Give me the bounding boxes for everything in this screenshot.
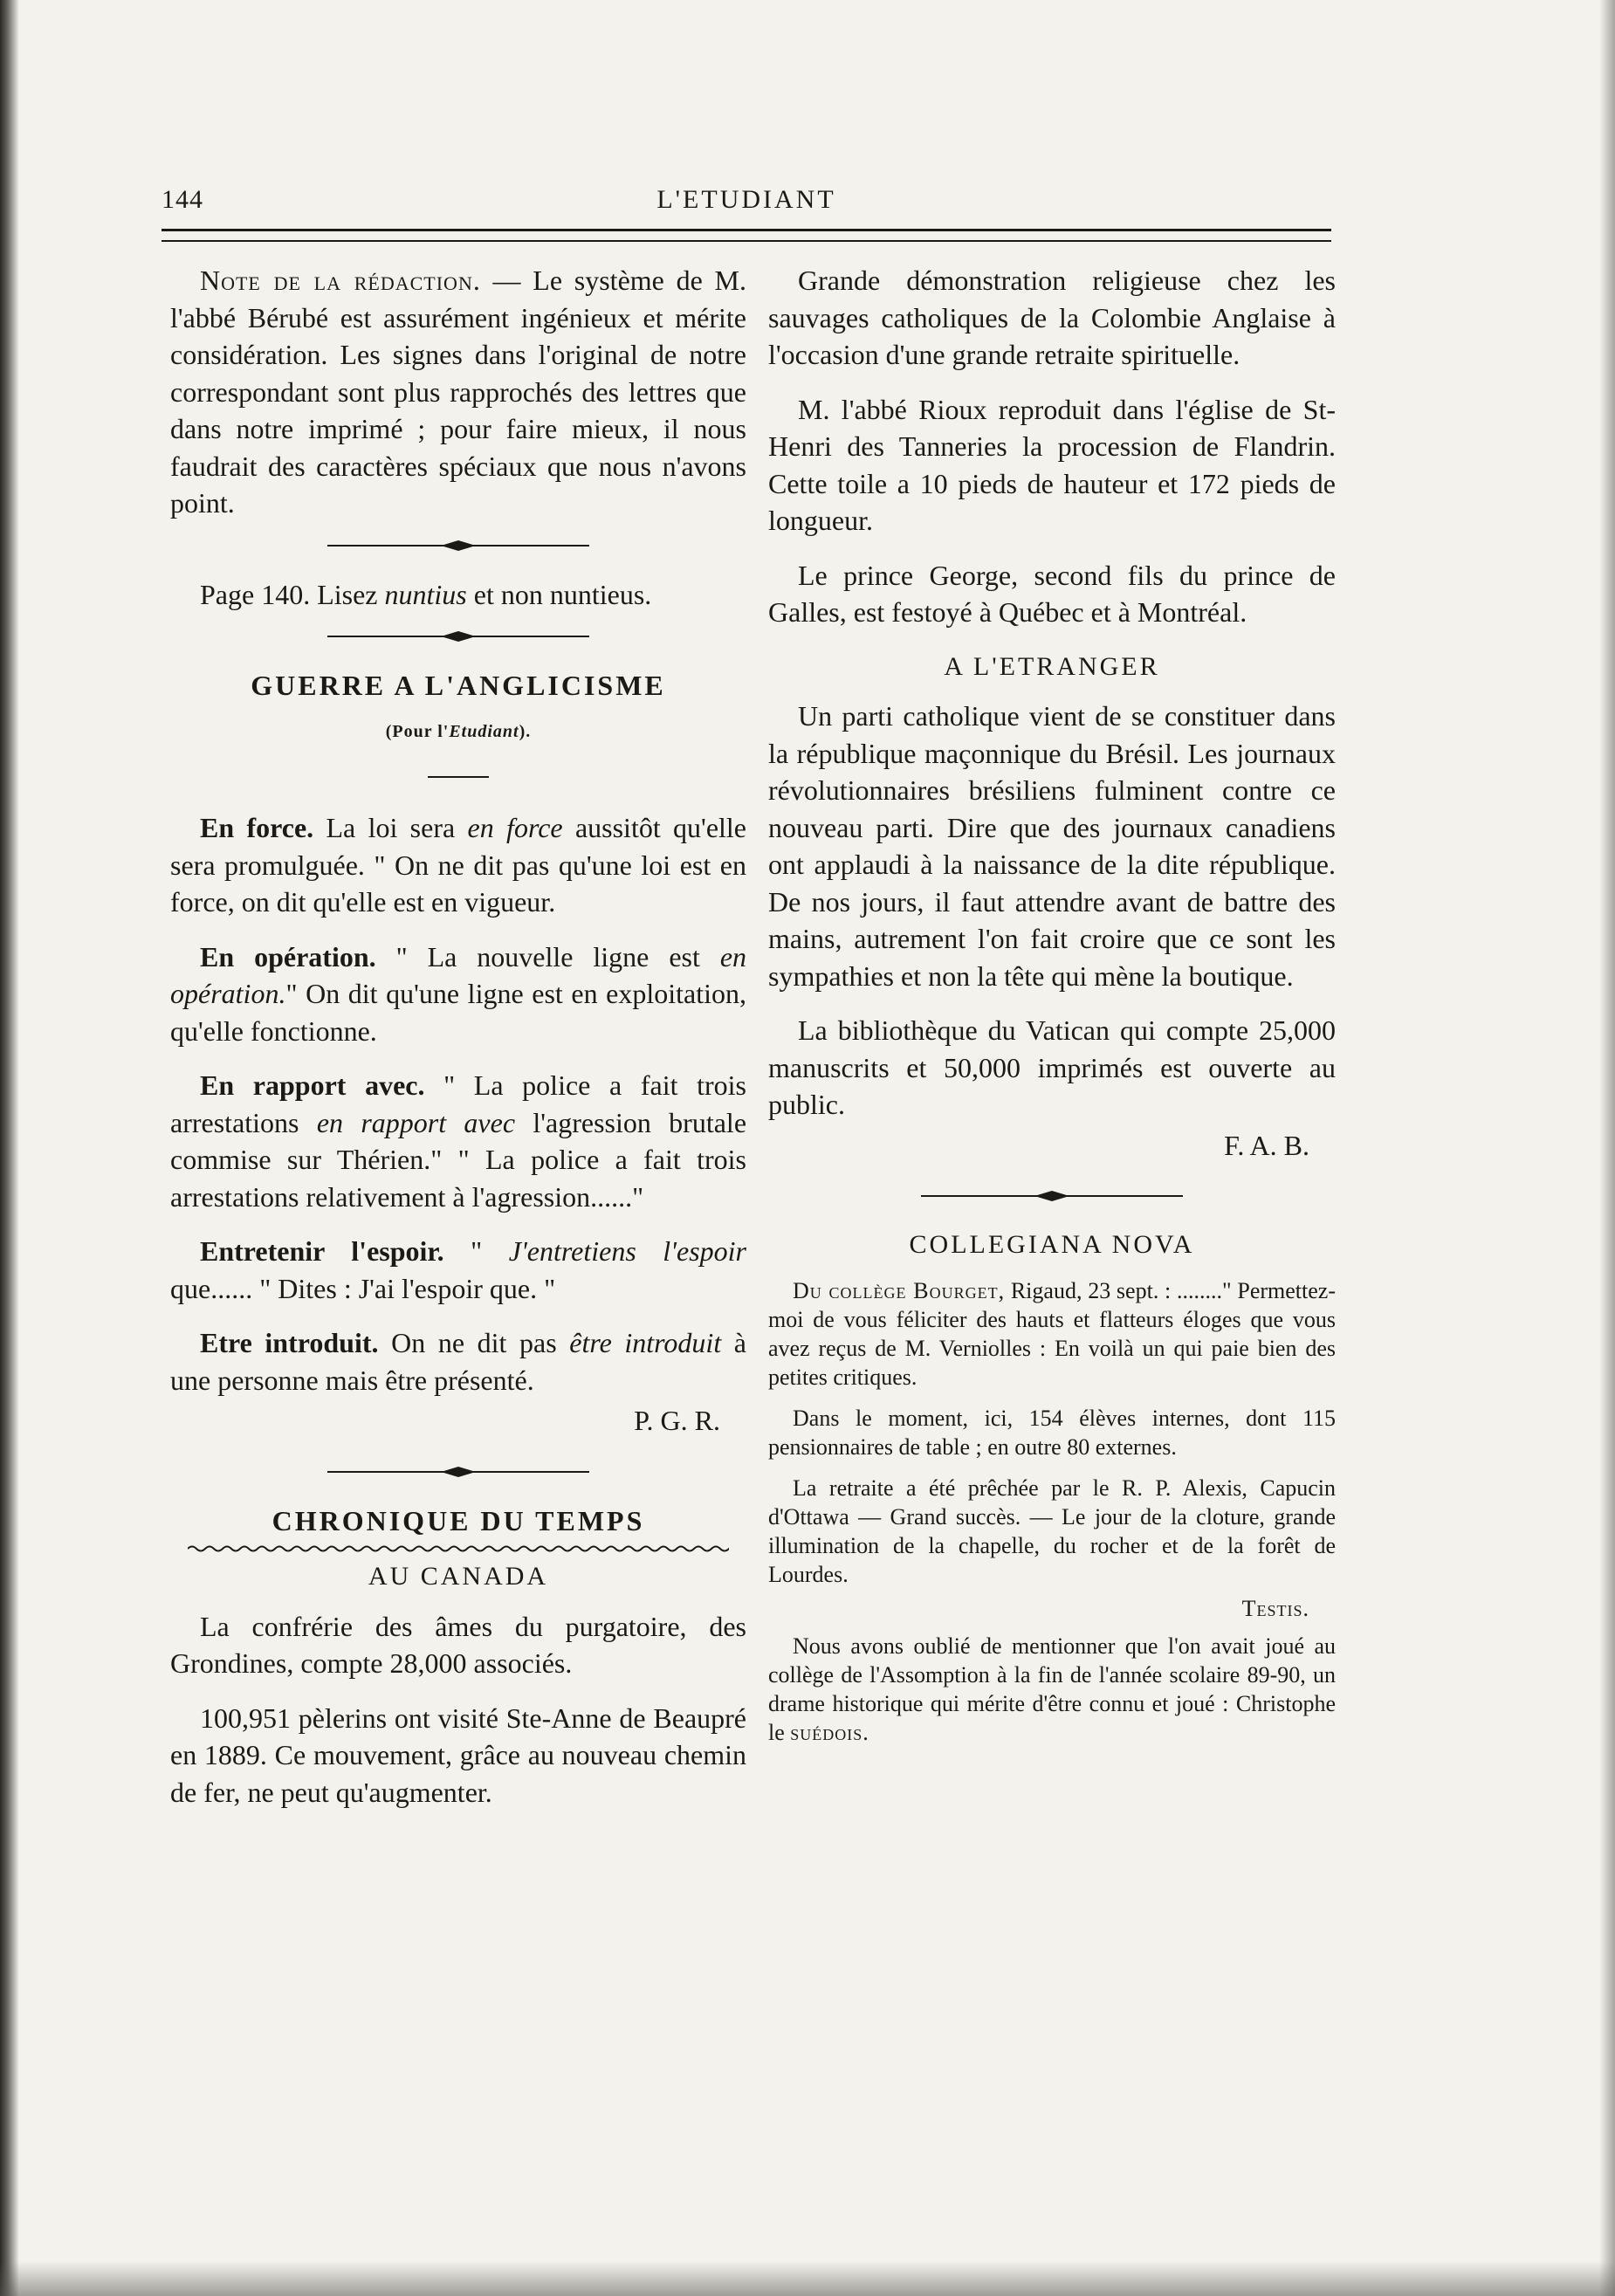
page-number: 144 bbox=[162, 185, 203, 214]
editor-note bbox=[170, 262, 746, 522]
foreign-item: Un parti catholique vient de se constituer dans la république maçonnique du Brésil. Les journaux révolutionnaires brésiliens fulminent contre ce nouveau parti. Dire que des journaux canadiens ont applaudi à la naissance de la dite république. De nos jours, il faut attendre avant de battre des mains, autrement l'on fait croire que ce sont les sympathies et non la tête qui mène la boutique. bbox=[768, 700, 1336, 992]
running-title: L'ETUDIANT bbox=[656, 185, 836, 214]
collegiana-item bbox=[768, 1632, 1336, 1747]
canada-item: Le prince George, second fils du prince de Galles, est festoyé à Québec et à Montréal. bbox=[768, 559, 1336, 628]
entry-text: " La nouvelle ligne est bbox=[375, 940, 720, 973]
entry-italic: en rapport avec bbox=[316, 1106, 516, 1138]
anglicism-entry bbox=[170, 1233, 746, 1307]
short-rule bbox=[428, 776, 489, 778]
signature-testis: Testis. bbox=[1241, 1595, 1309, 1621]
erratum-word: nuntius bbox=[384, 578, 467, 610]
canada-item: Grande démonstration religieuse chez les sauvages catholiques de la Colombie Anglaise à l'occasion d'une grande retraite spirituelle. bbox=[768, 265, 1336, 370]
canada-item: La confrérie des âmes du purgatoire, des Grondines, compte 28,000 associés. bbox=[170, 1610, 746, 1679]
anglicism-entry bbox=[170, 1067, 746, 1215]
canada-item: M. l'abbé Rioux reproduit dans l'église de St-Henri des Tanneries la procession de Flandrin. Cette toile a 10 pieds de hauteur et 172 pieds de longueur. bbox=[768, 393, 1336, 536]
section-title-anglicisme: GUERRE A L'ANGLICISME bbox=[251, 670, 666, 701]
page-edge-shadow-left bbox=[0, 0, 19, 2296]
erratum-text-b: et non nuntieus. bbox=[466, 578, 652, 610]
page-edge-shadow-right bbox=[1599, 0, 1615, 2296]
header-double-rule bbox=[162, 229, 1331, 242]
entry-term: En opération. bbox=[200, 940, 376, 973]
entry-text: l'agression brutale commise sur Thérien." " La police a fait trois arrestations relativement à l'agression......" bbox=[170, 1106, 747, 1213]
ornament-divider bbox=[327, 540, 589, 552]
collegiana-item bbox=[768, 1276, 1336, 1392]
entry-term: Entretenir l'espoir. bbox=[200, 1235, 444, 1267]
collegiana-text: Rigaud, 23 sept. : ........" Permettez-moi de vous féliciter des hauts et flatteurs éloges que vous avez reçus de M. Verniolles : En voilà un qui paie bien des petites critiques. bbox=[768, 1277, 1336, 1390]
right-column bbox=[768, 262, 1336, 1759]
entry-text: que...... " Dites : J'ai l'espoir que. " bbox=[170, 1272, 556, 1304]
entry-italic: en force bbox=[467, 812, 563, 843]
byline-ital: Etudiant bbox=[449, 721, 519, 741]
entry-text: " bbox=[443, 1235, 509, 1267]
anglicism-entry bbox=[170, 1324, 746, 1399]
entry-text: " La police a fait trois arrestations bbox=[170, 1069, 746, 1138]
editor-note-text: — Le système de M. l'abbé Bérubé est assurément ingénieux et mérite considération. Les signes dans l'original de notre correspondant sont plus rapprochés des lettres que dans notre imprimé ; pour faire mieux, il nous faudrait des caractères spéciaux que nous n'avons point. bbox=[170, 265, 746, 519]
anglicism-entry bbox=[170, 809, 746, 921]
page-header bbox=[162, 185, 1331, 229]
entry-term: En force. bbox=[200, 812, 314, 843]
byline-pre: (Pour l' bbox=[385, 721, 450, 741]
collegiana-body bbox=[768, 1276, 1336, 1747]
entry-italic: en opération. bbox=[170, 940, 747, 1009]
collegiana-item: La retraite a été prêchée par le R. P. Alexis, Capucin d'Ottawa — Grand succès. — Le jour de la cloture, grande illumination de la chapelle, du rocher et de la forêt de Lourdes. bbox=[768, 1475, 1336, 1587]
section-byline bbox=[170, 713, 746, 751]
ornament-divider bbox=[327, 1466, 589, 1478]
signature-pgr: P. G. R. bbox=[634, 1405, 720, 1436]
entry-text: à une personne mais être présenté. bbox=[170, 1327, 747, 1396]
section-a-letranger: A L'ETRANGER bbox=[944, 651, 1160, 681]
collegiana-text: Nous avons oublié de mentionner que l'on avait joué au collège de l'Assomption à la fin de l'année scolaire 89-90, un drame historique qui mérite d'être connu et joué : Christophe le bbox=[768, 1633, 1336, 1745]
entry-italic: être introduit bbox=[569, 1327, 722, 1358]
anglicism-entry bbox=[170, 938, 746, 1050]
editor-note-lead: Note de la rédaction. bbox=[200, 265, 481, 296]
ornament-divider bbox=[327, 630, 589, 643]
left-column bbox=[170, 262, 746, 1828]
ornament-divider bbox=[921, 1190, 1183, 1202]
entry-text: La loi sera bbox=[313, 812, 468, 843]
collegiana-item: Dans le moment, ici, 154 élèves internes, dont 115 pensionnaires de table ; en outre 80 externes. bbox=[768, 1405, 1336, 1460]
entry-term: En rapport avec. bbox=[200, 1069, 425, 1101]
section-collegiana-nova: COLLEGIANA NOVA bbox=[909, 1230, 1195, 1259]
foreign-item: La bibliothèque du Vatican qui compte 25,000 manuscrits et 50,000 imprimés est ouverte au public. bbox=[768, 1014, 1336, 1120]
wavy-rule bbox=[188, 1544, 729, 1553]
erratum bbox=[170, 576, 746, 614]
erratum-text-a: Page 140. Lisez bbox=[200, 578, 385, 610]
entry-text: On ne dit pas bbox=[378, 1327, 570, 1358]
collegiana-text-end: suédois. bbox=[790, 1719, 869, 1745]
signature-fab: F. A. B. bbox=[1224, 1129, 1309, 1161]
entry-italic: J'entretiens l'espoir bbox=[508, 1235, 747, 1267]
entry-text: " On dit qu'une ligne est en exploitation, qu'elle fonctionne. bbox=[170, 978, 746, 1047]
chronicle-title: CHRONIQUE DU TEMPS bbox=[271, 1504, 645, 1536]
byline-post: ). bbox=[519, 721, 532, 741]
page-edge-shadow-bottom bbox=[0, 2261, 1615, 2296]
entry-text: aussitôt qu'elle sera promulguée. " On ne dit pas qu'une loi est en force, on dit qu'elle est en vigueur. bbox=[170, 812, 746, 918]
entry-term: Etre introduit. bbox=[200, 1327, 379, 1358]
collegiana-lead: Du collège Bourget, bbox=[793, 1277, 1006, 1303]
section-au-canada: AU CANADA bbox=[368, 1562, 549, 1591]
canada-item: 100,951 pèlerins ont visité Ste-Anne de Beaupré en 1889. Ce mouvement, grâce au nouveau chemin de fer, ne peut qu'augmenter. bbox=[170, 1701, 746, 1808]
